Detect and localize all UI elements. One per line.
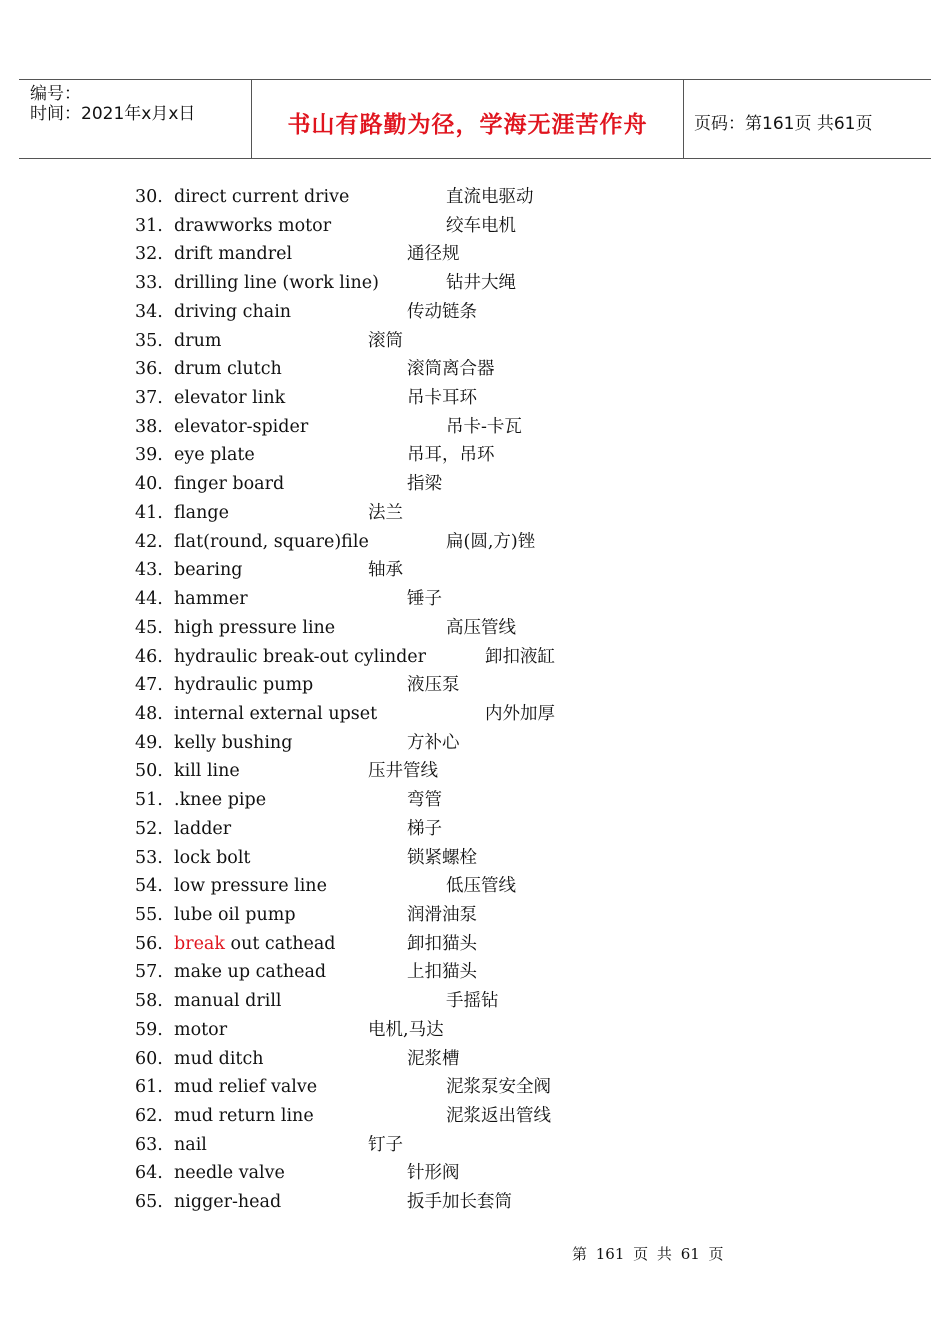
entry-translation: 内外加厚 bbox=[485, 703, 555, 724]
list-item bbox=[0, 987, 950, 1015]
entry-number: 50. bbox=[135, 761, 163, 782]
entry-term bbox=[174, 1016, 227, 1044]
entry-translation: 扁(圆,方)锉 bbox=[446, 531, 536, 552]
list-item bbox=[0, 528, 950, 556]
entry-term bbox=[174, 441, 255, 469]
entry-translation: 上扣猫头 bbox=[407, 962, 477, 983]
entry-term bbox=[174, 499, 229, 527]
entry-translation: 绞车电机 bbox=[446, 215, 516, 236]
header-page-cell bbox=[683, 80, 931, 158]
page-footer: 第 161 页 共 61 页 bbox=[572, 1245, 724, 1263]
entry-term-text: elevator-spider bbox=[174, 416, 309, 437]
entry-translation: 高压管线 bbox=[446, 617, 516, 638]
entry-term bbox=[174, 327, 221, 355]
entry-term bbox=[174, 528, 369, 556]
entry-translation: 液压泵 bbox=[407, 675, 460, 696]
list-item bbox=[0, 614, 950, 642]
page-code: 页码：第161页 共61页 bbox=[694, 114, 873, 134]
header-motto-cell bbox=[251, 80, 684, 158]
serial-label: 编号： bbox=[30, 84, 81, 104]
entry-translation: 法兰 bbox=[368, 502, 403, 523]
entry-number: 65. bbox=[135, 1192, 163, 1213]
entry-translation: 低压管线 bbox=[446, 876, 516, 897]
list-item bbox=[0, 441, 950, 469]
entry-translation: 方补心 bbox=[407, 732, 460, 753]
entry-number: 33. bbox=[135, 273, 163, 294]
entry-number: 64. bbox=[135, 1163, 163, 1184]
list-item bbox=[0, 384, 950, 412]
entry-number: 31. bbox=[135, 215, 163, 236]
entry-term bbox=[174, 671, 313, 699]
list-item bbox=[0, 183, 950, 211]
entry-term-text: motor bbox=[174, 1019, 228, 1040]
entry-term bbox=[174, 872, 327, 900]
entry-translation: 弯管 bbox=[407, 790, 442, 811]
entry-number: 32. bbox=[135, 244, 163, 265]
list-item bbox=[0, 815, 950, 843]
list-item bbox=[0, 958, 950, 986]
entry-translation: 吊耳，吊环 bbox=[407, 445, 495, 466]
entry-term bbox=[174, 355, 282, 383]
entry-translation: 滚筒离合器 bbox=[407, 359, 495, 380]
entry-translation: 锁紧螺栓 bbox=[407, 847, 477, 868]
entry-term-text: kelly bushing bbox=[174, 732, 293, 753]
entry-number: 58. bbox=[135, 991, 163, 1012]
entry-term-text: internal external upset bbox=[174, 703, 378, 724]
entry-translation: 吊卡-卡瓦 bbox=[446, 416, 522, 437]
entry-number: 59. bbox=[135, 1019, 163, 1040]
entry-term-text: flange bbox=[174, 502, 229, 523]
entry-term-text: nigger-head bbox=[174, 1192, 282, 1213]
entry-number: 53. bbox=[135, 847, 163, 868]
list-item bbox=[0, 413, 950, 441]
entry-term-text: eye plate bbox=[174, 445, 255, 466]
entry-translation: 梯子 bbox=[407, 818, 442, 839]
entry-term bbox=[174, 212, 331, 240]
list-item bbox=[0, 872, 950, 900]
entry-term-text: kill line bbox=[174, 761, 240, 782]
entry-term bbox=[174, 1102, 314, 1130]
list-item bbox=[0, 499, 950, 527]
entry-term-text: drum clutch bbox=[174, 359, 282, 380]
page-header bbox=[19, 79, 931, 159]
entry-term bbox=[174, 413, 308, 441]
entry-term-text: make up cathead bbox=[174, 962, 327, 983]
entry-translation: 锤子 bbox=[407, 589, 442, 610]
entry-translation: 传动链条 bbox=[407, 301, 477, 322]
entry-number: 63. bbox=[135, 1134, 163, 1155]
entry-term-text: ladder bbox=[174, 818, 232, 839]
list-item bbox=[0, 240, 950, 268]
entry-translation: 扳手加长套筒 bbox=[407, 1192, 512, 1213]
entry-term bbox=[174, 1131, 207, 1159]
entry-translation: 指梁 bbox=[407, 474, 442, 495]
entry-term-text: lube oil pump bbox=[174, 905, 296, 925]
entry-term bbox=[174, 930, 335, 958]
entry-term bbox=[174, 757, 240, 785]
entry-term bbox=[174, 958, 326, 986]
entry-term-text: mud return line bbox=[174, 1106, 314, 1127]
list-item bbox=[0, 1131, 950, 1159]
entry-term bbox=[174, 700, 377, 728]
motto-text: 书山有路勤为径，学海无涯苦作舟 bbox=[287, 112, 648, 138]
time-label: 时间：2021年x月x日 bbox=[30, 104, 196, 124]
list-item bbox=[0, 757, 950, 785]
entry-translation: 轴承 bbox=[368, 560, 403, 581]
entry-number: 36. bbox=[135, 359, 163, 380]
entry-term-text: low pressure line bbox=[174, 876, 327, 897]
entry-number: 34. bbox=[135, 301, 163, 322]
entry-translation: 泥浆槽 bbox=[407, 1048, 460, 1069]
list-item bbox=[0, 700, 950, 728]
entry-number: 38. bbox=[135, 416, 163, 437]
entry-translation: 压井管线 bbox=[368, 761, 438, 782]
entry-translation: 吊卡耳环 bbox=[407, 388, 477, 409]
entry-term-text: mud ditch bbox=[174, 1048, 264, 1069]
entry-number: 62. bbox=[135, 1106, 163, 1127]
list-item bbox=[0, 643, 950, 671]
list-item bbox=[0, 729, 950, 757]
entry-term-text: drawworks motor bbox=[174, 215, 332, 236]
entry-term bbox=[174, 729, 292, 757]
entry-term bbox=[174, 815, 231, 843]
list-item bbox=[0, 1045, 950, 1073]
entry-translation: 针形阀 bbox=[407, 1163, 460, 1184]
list-item bbox=[0, 327, 950, 355]
list-item bbox=[0, 1073, 950, 1101]
header-meta-cell bbox=[19, 80, 251, 158]
entry-number: 60. bbox=[135, 1048, 163, 1069]
entry-term bbox=[174, 298, 291, 326]
list-item bbox=[0, 930, 950, 958]
entry-number: 61. bbox=[135, 1077, 163, 1098]
entry-term bbox=[174, 901, 296, 929]
entry-term-text: finger board bbox=[174, 474, 285, 495]
entry-term-text: drum bbox=[174, 330, 222, 351]
list-item bbox=[0, 1188, 950, 1216]
entry-number: 35. bbox=[135, 330, 163, 351]
entry-term bbox=[174, 1159, 285, 1187]
entry-term bbox=[174, 1188, 281, 1216]
entry-term-text: drift mandrel bbox=[174, 244, 293, 265]
entry-number: 57. bbox=[135, 962, 163, 983]
entry-translation: 钉子 bbox=[368, 1134, 403, 1155]
entry-term bbox=[174, 384, 285, 412]
entry-term bbox=[174, 844, 250, 872]
list-item bbox=[0, 470, 950, 498]
entry-term-text: .knee pipe bbox=[174, 790, 267, 811]
list-item bbox=[0, 585, 950, 613]
list-item bbox=[0, 901, 950, 929]
entry-translation: 滚筒 bbox=[368, 330, 403, 351]
entry-number: 55. bbox=[135, 905, 163, 925]
entry-term bbox=[174, 786, 266, 814]
entry-term-text: hydraulic break-out cylinder bbox=[174, 646, 427, 667]
entry-term-text: bearing bbox=[174, 560, 243, 581]
entry-term-text: direct current drive bbox=[174, 187, 350, 207]
entry-term bbox=[174, 1045, 264, 1073]
list-item bbox=[0, 1016, 950, 1044]
entry-term bbox=[174, 556, 242, 584]
entry-number: 44. bbox=[135, 589, 163, 610]
entry-term bbox=[174, 987, 282, 1015]
entry-term bbox=[174, 470, 284, 498]
list-item bbox=[0, 556, 950, 584]
entry-translation: 泥浆泵安全阀 bbox=[446, 1077, 551, 1098]
entry-translation: 电机,马达 bbox=[368, 1019, 444, 1040]
entry-translation: 手摇钻 bbox=[446, 991, 499, 1012]
entry-term bbox=[174, 240, 292, 268]
entry-number: 37. bbox=[135, 388, 163, 409]
list-item bbox=[0, 212, 950, 240]
entry-translation: 直流电驱动 bbox=[446, 187, 534, 207]
entry-number: 40. bbox=[135, 474, 163, 495]
entry-translation: 卸扣猫头 bbox=[407, 933, 477, 954]
entry-term-text: high pressure line bbox=[174, 617, 336, 638]
entry-number: 45. bbox=[135, 617, 163, 638]
list-item bbox=[0, 269, 950, 297]
entry-term-text: out cathead bbox=[224, 933, 336, 954]
entry-term bbox=[174, 269, 379, 297]
entry-number: 30. bbox=[135, 187, 163, 207]
entry-translation: 润滑油泵 bbox=[407, 905, 477, 925]
list-item bbox=[0, 1102, 950, 1130]
entry-term-text: mud relief valve bbox=[174, 1077, 318, 1098]
entry-term-text: hammer bbox=[174, 589, 248, 610]
list-item bbox=[0, 298, 950, 326]
list-item bbox=[0, 355, 950, 383]
entry-term-text: elevator link bbox=[174, 388, 286, 409]
entry-term bbox=[174, 1073, 317, 1101]
entry-term bbox=[174, 585, 248, 613]
entry-translation: 泥浆返出管线 bbox=[446, 1106, 551, 1127]
list-item bbox=[0, 786, 950, 814]
entry-number: 49. bbox=[135, 732, 163, 753]
list-item bbox=[0, 1159, 950, 1187]
entry-number: 41. bbox=[135, 502, 163, 523]
entry-number: 48. bbox=[135, 703, 163, 724]
entry-term-text: driving chain bbox=[174, 301, 292, 322]
entry-term-text: flat(round, square)file bbox=[174, 531, 369, 552]
list-item bbox=[0, 844, 950, 872]
entry-number: 51. bbox=[135, 790, 163, 811]
entry-number: 52. bbox=[135, 818, 163, 839]
entry-term-text: nail bbox=[174, 1134, 207, 1155]
entry-term-text: needle valve bbox=[174, 1163, 285, 1184]
entry-number: 56. bbox=[135, 933, 163, 954]
entry-term-text: drilling line (work line) bbox=[174, 273, 379, 294]
entry-term bbox=[174, 643, 426, 671]
entry-number: 54. bbox=[135, 876, 163, 897]
entry-number: 42. bbox=[135, 531, 163, 552]
entry-term bbox=[174, 614, 335, 642]
entry-translation: 卸扣液缸 bbox=[485, 646, 555, 667]
entry-number: 39. bbox=[135, 445, 163, 466]
entry-term-text: lock bolt bbox=[174, 847, 251, 868]
entry-translation: 钻井大绳 bbox=[446, 273, 516, 294]
entry-term-text: hydraulic pump bbox=[174, 675, 314, 696]
entry-translation: 通径规 bbox=[407, 244, 460, 265]
list-item bbox=[0, 671, 950, 699]
entry-term-text: manual drill bbox=[174, 991, 282, 1012]
entry-number: 43. bbox=[135, 560, 163, 581]
entry-term bbox=[174, 183, 349, 211]
entry-term-highlight: break bbox=[174, 933, 225, 954]
entry-number: 47. bbox=[135, 675, 163, 696]
entry-number: 46. bbox=[135, 646, 163, 667]
